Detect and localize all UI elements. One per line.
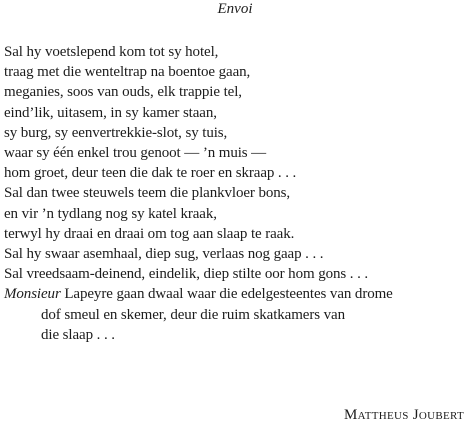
- poem-line: Sal hy voetslepend kom tot sy hotel,: [4, 44, 219, 60]
- poem-line: hom groet, deur teen die dak te roer en skraap . . .: [4, 165, 297, 182]
- poem-line: Sal dan twee steuwels teem die plankvloer bons,: [4, 185, 291, 202]
- monsieur-italic: Monsieur: [4, 286, 61, 303]
- poem-line: traag met die wenteltrap na boentoe gaan,: [4, 64, 251, 81]
- poem-title: Envoi: [217, 1, 253, 17]
- poem-line: en vir ’n tydlang nog sy katel kraak,: [4, 205, 217, 222]
- poem-line: dof smeul en skemer, deur die ruim skatkamers van: [41, 306, 345, 323]
- poem-line: terwyl hy draai en draai om tog aan slaap te raak.: [4, 225, 295, 242]
- poem-line: [4, 284, 468, 304]
- author-signature: Mattheus Joubert: [344, 407, 464, 423]
- poem-line: Sal hy swaar asemhaal, diep sug, verlaas nog gaap . . .: [4, 246, 324, 263]
- poem-line: meganies, soos van ouds, elk trappie tel,: [4, 84, 242, 101]
- poem-line: die slaap . . .: [41, 326, 115, 343]
- poem-line: waar sy één enkel trou genoot — ’n muis —: [4, 145, 267, 162]
- poem-line: eind’lik, uitasem, in sy kamer staan,: [4, 104, 217, 121]
- poem-body: [4, 42, 468, 345]
- poem-line: Sal vreedsaam-deinend, eindelik, diep stilte oor hom gons . . .: [4, 266, 369, 283]
- poem-line-text: Lapeyre gaan dwaal waar die edelgesteentes van drome: [64, 286, 393, 303]
- poem-line: sy burg, sy eenvertrekkie-slot, sy tuis,: [4, 124, 228, 141]
